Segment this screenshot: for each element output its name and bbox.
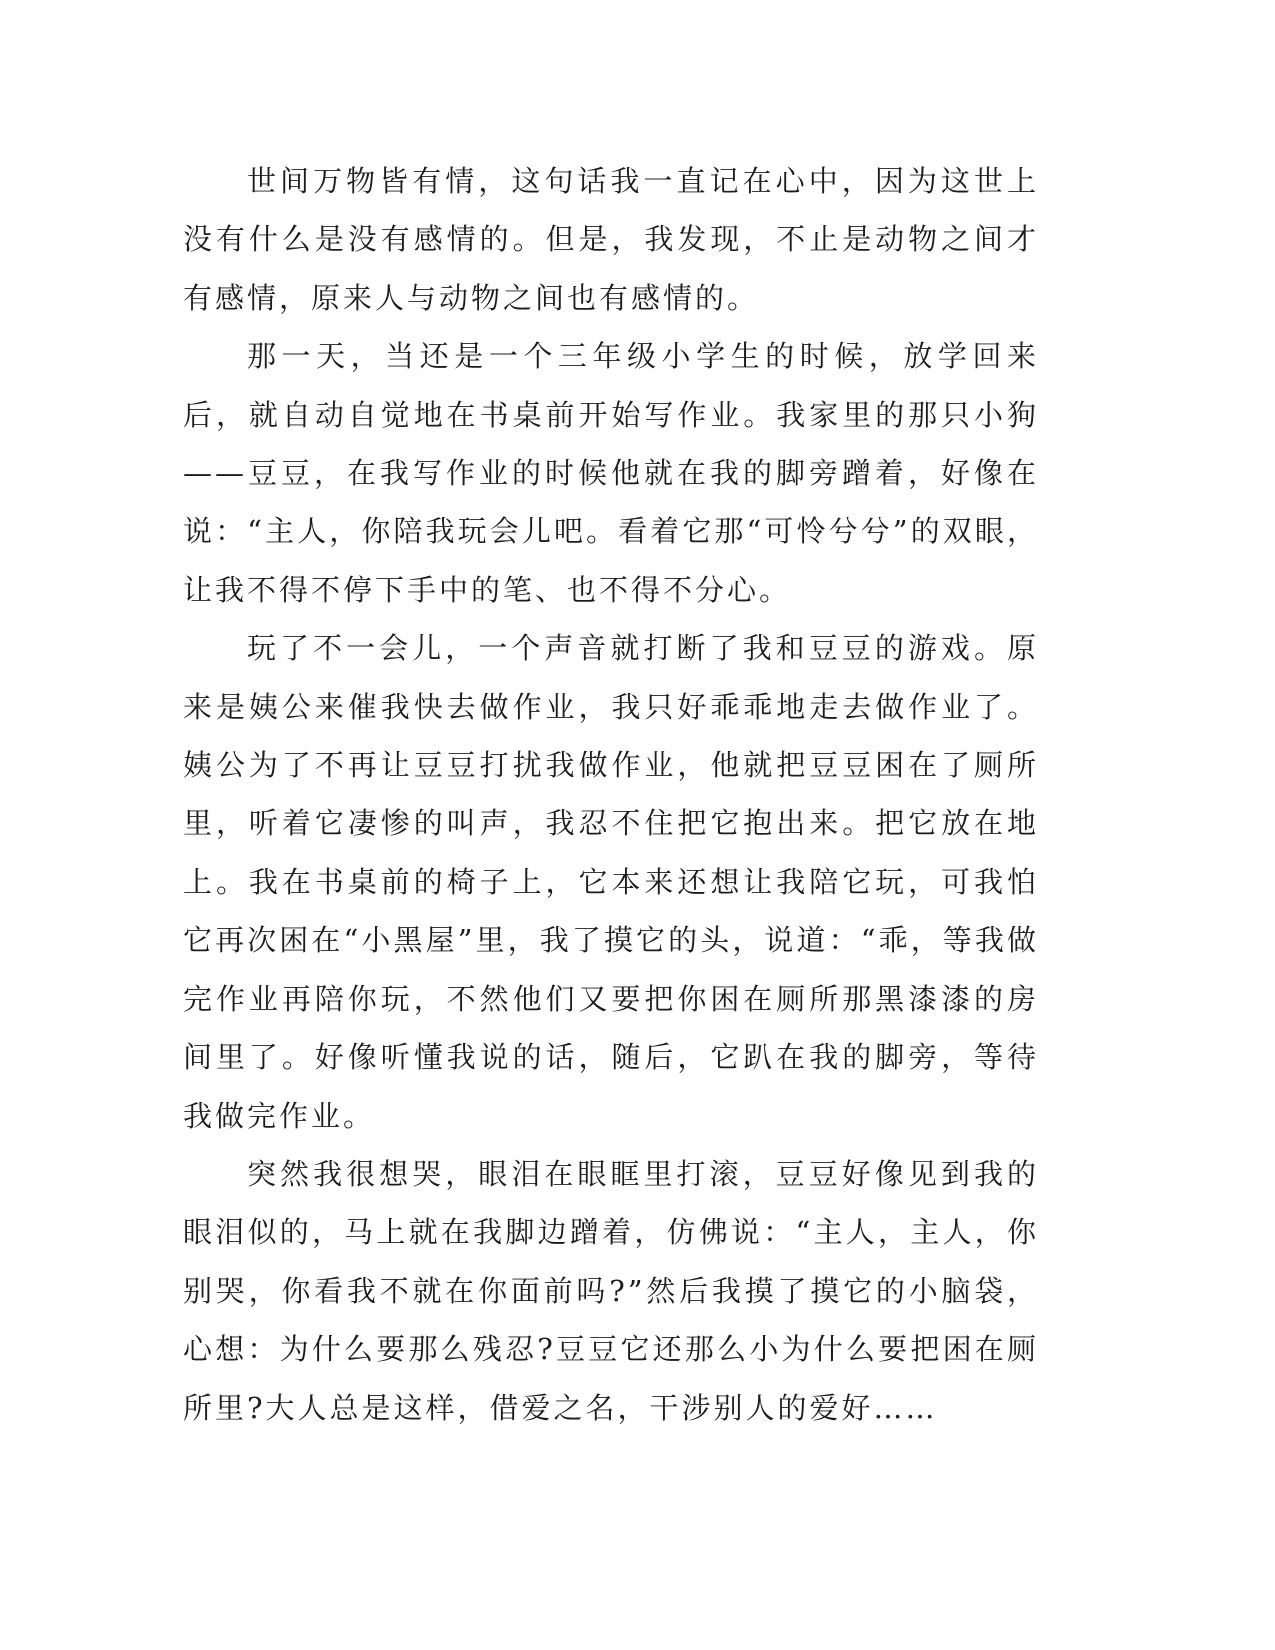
paragraph-3: 玩了不一会儿，一个声音就打断了我和豆豆的游戏。原来是姨公来催我快去做作业，我只好乖乖地走去做作业了。姨公为了不再让豆豆打扰我做作业，他就把豆豆困在了厕所里，听着它凄惨的叫声，我忍不住把它抱出来。把它放在地上。我在书桌前的椅子上，它本来还想让我陪它玩，可我怕它再次困在“小黑屋”里，我了摸它的头，说道：“乖，等我做完作业再陪你玩，不然他们又要把你困在厕所那黑漆漆的房间里了。好像听懂我说的话，随后，它趴在我的脚旁，等待我做完作业。 (183, 631, 1039, 1133)
paragraph-1: 世间万物皆有情，这句话我一直记在心中，因为这世上没有什么是没有感情的。但是，我发现，不止是动物之间才有感情，原来人与动物之间也有感情的。 (183, 164, 1039, 315)
paragraph-2: 那一天，当还是一个三年级小学生的时候，放学回来后，就自动自觉地在书桌前开始写作业。我家里的那只小狗——豆豆，在我写作业的时候他就在我的脚旁蹭着，好像在说：“主人，你陪我玩会儿吧。看着它那“可怜兮兮”的双眼，让我不得不停下手中的笔、也不得不分心。 (183, 339, 1039, 607)
paragraph-4: 突然我很想哭，眼泪在眼眶里打滚，豆豆好像见到我的眼泪似的，马上就在我脚边蹭着，仿佛说：“主人，主人，你别哭，你看我不就在你面前吗?”然后我摸了摸它的小脑袋，心想：为什么要那么残忍?豆豆它还那么小为什么要把困在厕所里?大人总是这样，借爱之名，干涉别人的爱好…… (183, 1156, 1039, 1425)
document-body (183, 152, 1039, 1437)
